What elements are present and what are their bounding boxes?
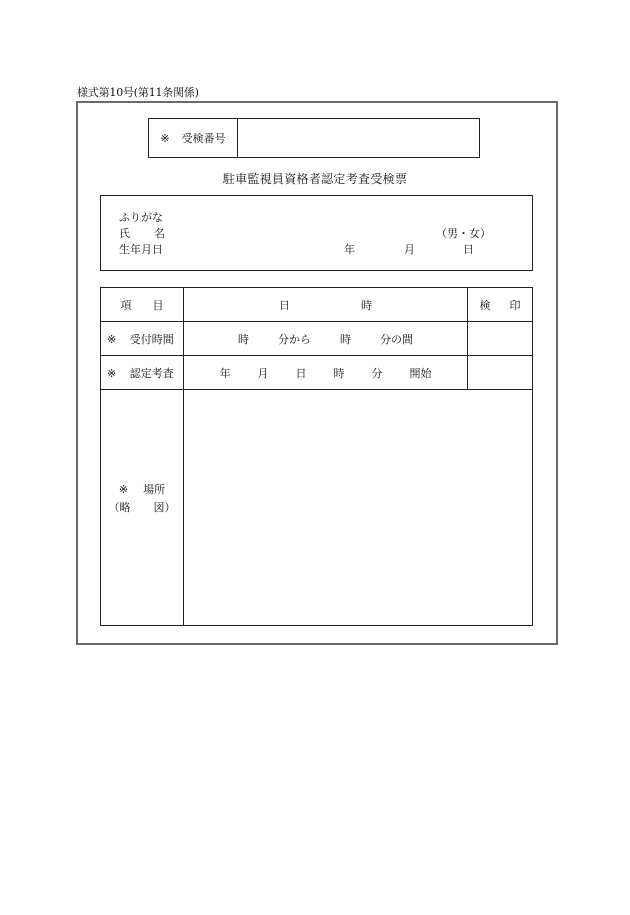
exam-number-label-cell xyxy=(149,119,238,157)
table-row xyxy=(101,390,533,626)
place-label: 場所 xyxy=(143,482,166,496)
place-map-area[interactable] xyxy=(184,390,533,626)
month-unit: 月 xyxy=(257,366,269,380)
asterisk-mark: ※ xyxy=(107,366,117,380)
form-number-label: 様式第10号(第11条関係) xyxy=(77,86,199,99)
header-seal xyxy=(468,288,533,322)
schedule-table xyxy=(100,287,533,626)
furigana-label: ふりがな xyxy=(119,211,163,224)
table-row xyxy=(101,322,533,356)
header-item xyxy=(101,288,184,322)
start-label: 開始 xyxy=(409,366,432,380)
exam-schedule-label xyxy=(101,356,184,390)
gender-label: （男・女） xyxy=(436,227,491,240)
applicant-info-box xyxy=(100,195,533,271)
header-time-char: 時 xyxy=(361,298,372,312)
reception-time-cell[interactable] xyxy=(184,322,468,356)
minute-from-unit: 分から xyxy=(278,332,311,346)
asterisk-mark: ※ xyxy=(160,131,170,145)
minute-unit: 分 xyxy=(371,366,383,380)
minute-until-unit: 分の間 xyxy=(380,332,413,346)
hour-unit: 時 xyxy=(238,332,249,346)
asterisk-mark: ※ xyxy=(118,482,129,496)
table-row xyxy=(101,356,533,390)
header-item-char-2: 目 xyxy=(152,298,164,312)
header-date-char: 日 xyxy=(279,298,290,312)
exam-schedule-text: 認定考査 xyxy=(129,366,174,380)
name-label-2: 名 xyxy=(154,227,165,240)
asterisk-mark: ※ xyxy=(107,332,117,346)
sketch-label-close: 図） xyxy=(153,500,176,514)
exam-number-field[interactable] xyxy=(238,119,479,157)
place-label-cell xyxy=(101,390,184,626)
birthdate-label: 生年月日 xyxy=(119,243,163,256)
birth-day-unit: 日 xyxy=(463,243,474,256)
exam-number-label: 受検番号 xyxy=(181,132,226,145)
header-seal-char-2: 印 xyxy=(509,298,521,312)
header-item-char-1: 項 xyxy=(120,298,132,312)
header-datetime xyxy=(184,288,468,322)
header-seal-char-1: 検 xyxy=(479,298,491,312)
reception-time-text: 受付時間 xyxy=(129,332,174,346)
hour-unit-2: 時 xyxy=(340,332,351,346)
seal-cell-2[interactable] xyxy=(468,356,533,390)
seal-cell-1[interactable] xyxy=(468,322,533,356)
table-header-row xyxy=(101,288,533,322)
reception-time-label xyxy=(101,322,184,356)
hour-unit: 時 xyxy=(333,366,345,380)
name-label-1: 氏 xyxy=(119,227,130,240)
birth-month-unit: 月 xyxy=(404,243,415,256)
exam-number-box xyxy=(148,118,480,158)
sketch-label-open: （略 xyxy=(108,500,131,514)
birth-year-unit: 年 xyxy=(344,243,355,256)
year-unit: 年 xyxy=(219,366,231,380)
document-title: 駐車監視員資格者認定考査受検票 xyxy=(222,172,408,186)
exam-schedule-cell[interactable] xyxy=(184,356,468,390)
day-unit: 日 xyxy=(295,366,307,380)
